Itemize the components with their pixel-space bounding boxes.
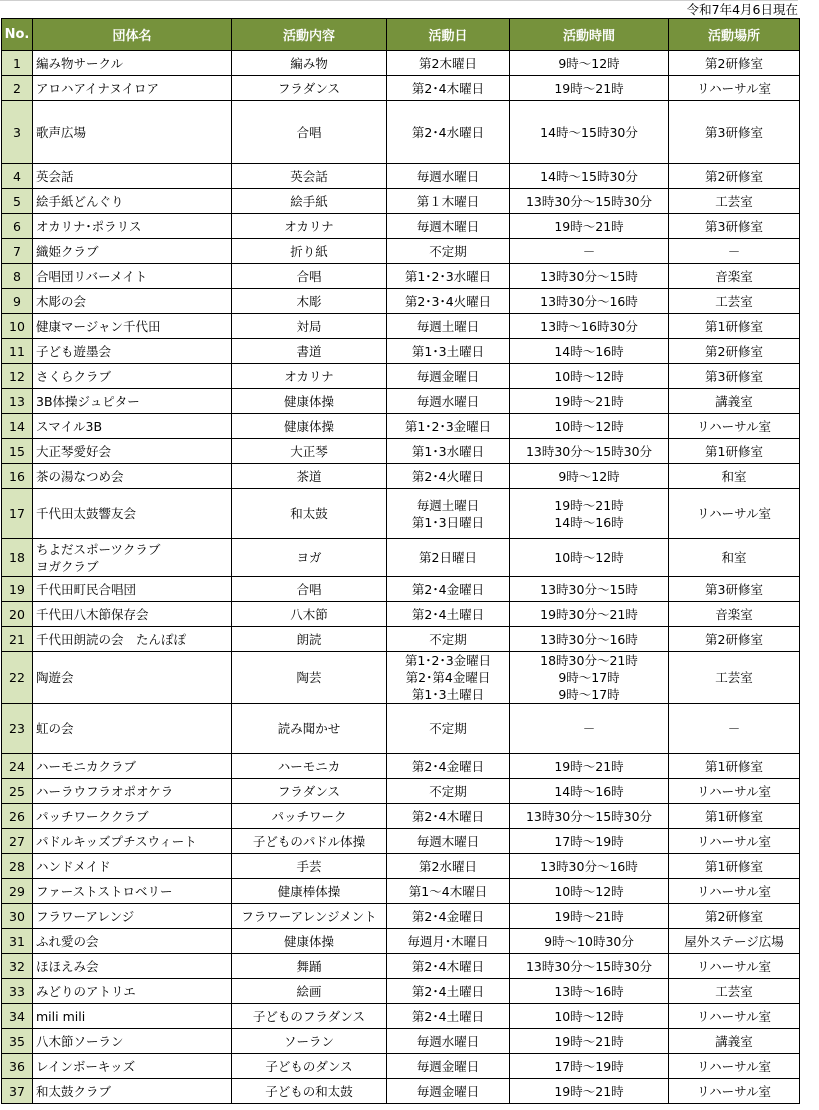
cell-place: 工芸室 bbox=[669, 652, 800, 704]
cell-no: 13 bbox=[2, 389, 33, 414]
cell-group-name: 3B体操ジュピター bbox=[33, 389, 232, 414]
cell-group-name: 千代田八木節保存会 bbox=[33, 602, 232, 627]
cell-no: 16 bbox=[2, 464, 33, 489]
cell-group-name: ハーモニカクラブ bbox=[33, 754, 232, 779]
cell-place: 講義室 bbox=[669, 389, 800, 414]
cell-time: 19時～21時 bbox=[510, 76, 669, 101]
cell-group-name: 歌声広場 bbox=[33, 101, 232, 164]
cell-no: 4 bbox=[2, 164, 33, 189]
cell-no: 22 bbox=[2, 652, 33, 704]
cell-activity: ソーラン bbox=[232, 1029, 387, 1054]
cell-day: 第2水曜日 bbox=[387, 854, 510, 879]
cell-activity: 大正琴 bbox=[232, 439, 387, 464]
cell-group-name: さくらクラブ bbox=[33, 364, 232, 389]
cell-day: 第2･4土曜日 bbox=[387, 979, 510, 1004]
cell-no: 31 bbox=[2, 929, 33, 954]
cell-place: 音楽室 bbox=[669, 602, 800, 627]
cell-time: 19時～21時 14時～16時 bbox=[510, 489, 669, 539]
cell-no: 29 bbox=[2, 879, 33, 904]
cell-group-name: 八木節ソーラン bbox=[33, 1029, 232, 1054]
cell-no: 34 bbox=[2, 1004, 33, 1029]
header-row bbox=[2, 19, 800, 51]
cell-activity: 書道 bbox=[232, 339, 387, 364]
cell-day: 第2日曜日 bbox=[387, 539, 510, 577]
cell-day: 不定期 bbox=[387, 239, 510, 264]
cell-time: 19時～21時 bbox=[510, 389, 669, 414]
cell-day: 毎週水曜日 bbox=[387, 164, 510, 189]
table-row bbox=[2, 51, 800, 76]
cell-activity: 和太鼓 bbox=[232, 489, 387, 539]
table-body bbox=[2, 51, 800, 1104]
cell-group-name: スマイル3B bbox=[33, 414, 232, 439]
cell-group-name: 陶遊会 bbox=[33, 652, 232, 704]
table-row bbox=[2, 704, 800, 754]
cell-time: 13時30分～16時 bbox=[510, 289, 669, 314]
cell-day: 第2･4水曜日 bbox=[387, 101, 510, 164]
cell-time: 13時30分～15時30分 bbox=[510, 954, 669, 979]
cell-time: 19時～21時 bbox=[510, 1079, 669, 1104]
cell-group-name: 合唱団リバーメイト bbox=[33, 264, 232, 289]
cell-place: リハーサル室 bbox=[669, 879, 800, 904]
table-row bbox=[2, 76, 800, 101]
cell-activity: 健康棒体操 bbox=[232, 879, 387, 904]
cell-place: 第3研修室 bbox=[669, 101, 800, 164]
cell-day: 第2･4金曜日 bbox=[387, 904, 510, 929]
cell-no: 17 bbox=[2, 489, 33, 539]
cell-place: 第3研修室 bbox=[669, 214, 800, 239]
header-place: 活動場所 bbox=[669, 19, 800, 51]
cell-place: 工芸室 bbox=[669, 979, 800, 1004]
table-row bbox=[2, 602, 800, 627]
cell-group-name: 茶の湯なつめ会 bbox=[33, 464, 232, 489]
cell-day: 第2･4金曜日 bbox=[387, 577, 510, 602]
cell-time: 18時30分～21時 9時～17時 9時～17時 bbox=[510, 652, 669, 704]
cell-activity: 八木節 bbox=[232, 602, 387, 627]
cell-no: 9 bbox=[2, 289, 33, 314]
cell-place: 第2研修室 bbox=[669, 904, 800, 929]
table-row bbox=[2, 1054, 800, 1079]
cell-day: 第1～4木曜日 bbox=[387, 879, 510, 904]
cell-place: リハーサル室 bbox=[669, 829, 800, 854]
cell-day: 第2･4木曜日 bbox=[387, 954, 510, 979]
cell-place: 第3研修室 bbox=[669, 577, 800, 602]
cell-no: 20 bbox=[2, 602, 33, 627]
cell-no: 7 bbox=[2, 239, 33, 264]
cell-no: 36 bbox=[2, 1054, 33, 1079]
cell-no: 2 bbox=[2, 76, 33, 101]
cell-activity: 合唱 bbox=[232, 577, 387, 602]
cell-place: 講義室 bbox=[669, 1029, 800, 1054]
cell-activity: フラワーアレンジメント bbox=[232, 904, 387, 929]
table-row bbox=[2, 439, 800, 464]
table-row bbox=[2, 464, 800, 489]
table-row bbox=[2, 364, 800, 389]
cell-activity: 健康体操 bbox=[232, 414, 387, 439]
cell-group-name: 大正琴愛好会 bbox=[33, 439, 232, 464]
cell-place: リハーサル室 bbox=[669, 489, 800, 539]
cell-day: 第1･2･3水曜日 bbox=[387, 264, 510, 289]
cell-group-name: ハーラウフラオポオケラ bbox=[33, 779, 232, 804]
table-row bbox=[2, 314, 800, 339]
cell-place: 第2研修室 bbox=[669, 164, 800, 189]
cell-day: 毎週木曜日 bbox=[387, 214, 510, 239]
table-row bbox=[2, 652, 800, 704]
table-row bbox=[2, 1004, 800, 1029]
cell-activity: 朗読 bbox=[232, 627, 387, 652]
cell-activity: 読み聞かせ bbox=[232, 704, 387, 754]
cell-activity: 子どもの和太鼓 bbox=[232, 1079, 387, 1104]
cell-time: 19時30分～21時 bbox=[510, 602, 669, 627]
cell-day: 第2･4金曜日 bbox=[387, 754, 510, 779]
cell-activity: 健康体操 bbox=[232, 389, 387, 414]
cell-no: 24 bbox=[2, 754, 33, 779]
cell-time: 13時30分～15時 bbox=[510, 264, 669, 289]
cell-group-name: 絵手紙どんぐり bbox=[33, 189, 232, 214]
cell-no: 19 bbox=[2, 577, 33, 602]
cell-time: 10時～12時 bbox=[510, 879, 669, 904]
cell-no: 25 bbox=[2, 779, 33, 804]
cell-place: 和室 bbox=[669, 464, 800, 489]
cell-no: 11 bbox=[2, 339, 33, 364]
cell-time: 13時30分～15時30分 bbox=[510, 439, 669, 464]
cell-no: 23 bbox=[2, 704, 33, 754]
cell-no: 12 bbox=[2, 364, 33, 389]
cell-day: 第2･4土曜日 bbox=[387, 602, 510, 627]
cell-activity: オカリナ bbox=[232, 214, 387, 239]
table-row bbox=[2, 979, 800, 1004]
cell-place: リハーサル室 bbox=[669, 1004, 800, 1029]
cell-group-name: 健康マージャン千代田 bbox=[33, 314, 232, 339]
table-row bbox=[2, 339, 800, 364]
cell-activity: 英会話 bbox=[232, 164, 387, 189]
cell-place: 第1研修室 bbox=[669, 854, 800, 879]
cell-time: 14時～16時 bbox=[510, 779, 669, 804]
cell-place: 第2研修室 bbox=[669, 51, 800, 76]
cell-day: 毎週水曜日 bbox=[387, 1029, 510, 1054]
cell-activity: 合唱 bbox=[232, 264, 387, 289]
cell-place: 第2研修室 bbox=[669, 339, 800, 364]
cell-time: 13時30分～15時 bbox=[510, 577, 669, 602]
cell-group-name: フラワーアレンジ bbox=[33, 904, 232, 929]
cell-no: 14 bbox=[2, 414, 33, 439]
cell-no: 27 bbox=[2, 829, 33, 854]
cell-time: 10時～12時 bbox=[510, 539, 669, 577]
cell-time: 13時30分～15時30分 bbox=[510, 804, 669, 829]
table-row bbox=[2, 189, 800, 214]
table-row bbox=[2, 779, 800, 804]
cell-group-name: パッチワーククラブ bbox=[33, 804, 232, 829]
cell-activity: 木彫 bbox=[232, 289, 387, 314]
table-row bbox=[2, 954, 800, 979]
table-row bbox=[2, 101, 800, 164]
cell-no: 37 bbox=[2, 1079, 33, 1104]
table-row bbox=[2, 854, 800, 879]
header-day: 活動日 bbox=[387, 19, 510, 51]
table-row bbox=[2, 239, 800, 264]
cell-place: リハーサル室 bbox=[669, 76, 800, 101]
table-row bbox=[2, 264, 800, 289]
cell-place: 工芸室 bbox=[669, 189, 800, 214]
cell-activity: 対局 bbox=[232, 314, 387, 339]
header-group-name: 団体名 bbox=[33, 19, 232, 51]
cell-place: リハーサル室 bbox=[669, 414, 800, 439]
cell-day: 第１木曜日 bbox=[387, 189, 510, 214]
cell-place: － bbox=[669, 239, 800, 264]
cell-activity: 茶道 bbox=[232, 464, 387, 489]
cell-group-name: 子ども遊墨会 bbox=[33, 339, 232, 364]
cell-group-name: 千代田太鼓響友会 bbox=[33, 489, 232, 539]
cell-place: 第3研修室 bbox=[669, 364, 800, 389]
table-row bbox=[2, 214, 800, 239]
cell-activity: 折り紙 bbox=[232, 239, 387, 264]
cell-day: 第2･4土曜日 bbox=[387, 1004, 510, 1029]
as-of-date: 令和7年4月6日現在 bbox=[0, 0, 798, 19]
header-time: 活動時間 bbox=[510, 19, 669, 51]
cell-time: 10時～12時 bbox=[510, 364, 669, 389]
cell-day: 不定期 bbox=[387, 704, 510, 754]
cell-day: 第1･3土曜日 bbox=[387, 339, 510, 364]
cell-no: 33 bbox=[2, 979, 33, 1004]
cell-activity: 子どものパドル体操 bbox=[232, 829, 387, 854]
cell-time: 9時～10時30分 bbox=[510, 929, 669, 954]
cell-time: 13時30分～15時30分 bbox=[510, 189, 669, 214]
cell-group-name: 編み物サークル bbox=[33, 51, 232, 76]
cell-time: 13時～16時 bbox=[510, 979, 669, 1004]
cell-time: 13時30分～16時 bbox=[510, 854, 669, 879]
table-row bbox=[2, 627, 800, 652]
table-row bbox=[2, 754, 800, 779]
cell-place: 屋外ステージ広場 bbox=[669, 929, 800, 954]
cell-place: リハーサル室 bbox=[669, 954, 800, 979]
cell-activity: 合唱 bbox=[232, 101, 387, 164]
cell-day: 第2･4木曜日 bbox=[387, 804, 510, 829]
cell-activity: 編み物 bbox=[232, 51, 387, 76]
club-table bbox=[1, 18, 800, 1104]
table-row bbox=[2, 539, 800, 577]
cell-group-name: レインボーキッズ bbox=[33, 1054, 232, 1079]
table-row bbox=[2, 1029, 800, 1054]
cell-place: リハーサル室 bbox=[669, 779, 800, 804]
cell-time: 19時～21時 bbox=[510, 754, 669, 779]
cell-day: 毎週月･木曜日 bbox=[387, 929, 510, 954]
cell-activity: パッチワーク bbox=[232, 804, 387, 829]
cell-time: 19時～21時 bbox=[510, 904, 669, 929]
table-row bbox=[2, 164, 800, 189]
cell-no: 3 bbox=[2, 101, 33, 164]
cell-group-name: 和太鼓クラブ bbox=[33, 1079, 232, 1104]
cell-day: 毎週水曜日 bbox=[387, 389, 510, 414]
cell-place: 第1研修室 bbox=[669, 314, 800, 339]
cell-no: 1 bbox=[2, 51, 33, 76]
cell-no: 8 bbox=[2, 264, 33, 289]
cell-no: 21 bbox=[2, 627, 33, 652]
cell-day: 第2木曜日 bbox=[387, 51, 510, 76]
cell-no: 35 bbox=[2, 1029, 33, 1054]
cell-group-name: 千代田朗読の会 たんぽぽ bbox=[33, 627, 232, 652]
cell-time: 13時30分～16時 bbox=[510, 627, 669, 652]
cell-day: 毎週金曜日 bbox=[387, 1079, 510, 1104]
cell-activity: 子どものダンス bbox=[232, 1054, 387, 1079]
table-row bbox=[2, 904, 800, 929]
cell-time: 10時～12時 bbox=[510, 414, 669, 439]
cell-activity: 陶芸 bbox=[232, 652, 387, 704]
cell-day: 毎週土曜日 第1･3日曜日 bbox=[387, 489, 510, 539]
cell-place: 第2研修室 bbox=[669, 627, 800, 652]
cell-no: 5 bbox=[2, 189, 33, 214]
cell-day: 不定期 bbox=[387, 627, 510, 652]
cell-time: 17時～19時 bbox=[510, 829, 669, 854]
cell-time: 13時～16時30分 bbox=[510, 314, 669, 339]
cell-group-name: オカリナ･ポラリス bbox=[33, 214, 232, 239]
header-activity: 活動内容 bbox=[232, 19, 387, 51]
cell-group-name: ふれ愛の会 bbox=[33, 929, 232, 954]
table-row bbox=[2, 389, 800, 414]
cell-day: 不定期 bbox=[387, 779, 510, 804]
cell-group-name: ほほえみ会 bbox=[33, 954, 232, 979]
cell-group-name: パドルキッズプチスウィート bbox=[33, 829, 232, 854]
cell-place: － bbox=[669, 704, 800, 754]
cell-day: 毎週金曜日 bbox=[387, 364, 510, 389]
cell-day: 第1･2･3金曜日 第2･第4金曜日 第1･3土曜日 bbox=[387, 652, 510, 704]
cell-activity: 健康体操 bbox=[232, 929, 387, 954]
cell-activity: 子どものフラダンス bbox=[232, 1004, 387, 1029]
cell-place: 第1研修室 bbox=[669, 439, 800, 464]
cell-no: 15 bbox=[2, 439, 33, 464]
cell-no: 28 bbox=[2, 854, 33, 879]
cell-time: 9時～12時 bbox=[510, 51, 669, 76]
cell-activity: 舞踊 bbox=[232, 954, 387, 979]
cell-group-name: mili mili bbox=[33, 1004, 232, 1029]
cell-time: 14時～15時30分 bbox=[510, 164, 669, 189]
cell-group-name: 英会話 bbox=[33, 164, 232, 189]
cell-activity: フラダンス bbox=[232, 76, 387, 101]
header-no: No. bbox=[2, 19, 33, 51]
cell-activity: 絵手紙 bbox=[232, 189, 387, 214]
cell-time: 19時～21時 bbox=[510, 214, 669, 239]
cell-day: 第1･2･3金曜日 bbox=[387, 414, 510, 439]
cell-group-name: 織姫クラブ bbox=[33, 239, 232, 264]
table-row bbox=[2, 929, 800, 954]
table-row bbox=[2, 577, 800, 602]
cell-group-name: 虹の会 bbox=[33, 704, 232, 754]
cell-day: 第2･4火曜日 bbox=[387, 464, 510, 489]
cell-no: 32 bbox=[2, 954, 33, 979]
cell-place: 和室 bbox=[669, 539, 800, 577]
table-row bbox=[2, 414, 800, 439]
cell-group-name: ちよだスポーツクラブ ヨガクラブ bbox=[33, 539, 232, 577]
cell-time: 19時～21時 bbox=[510, 1029, 669, 1054]
cell-activity: ヨガ bbox=[232, 539, 387, 577]
cell-activity: オカリナ bbox=[232, 364, 387, 389]
cell-activity: ハーモニカ bbox=[232, 754, 387, 779]
cell-no: 26 bbox=[2, 804, 33, 829]
cell-day: 毎週金曜日 bbox=[387, 1054, 510, 1079]
cell-no: 10 bbox=[2, 314, 33, 339]
cell-group-name: ファーストストロベリー bbox=[33, 879, 232, 904]
cell-no: 18 bbox=[2, 539, 33, 577]
cell-no: 30 bbox=[2, 904, 33, 929]
cell-day: 第1･3水曜日 bbox=[387, 439, 510, 464]
cell-time: 10時～12時 bbox=[510, 1004, 669, 1029]
cell-time: 14時～15時30分 bbox=[510, 101, 669, 164]
table-row bbox=[2, 804, 800, 829]
cell-place: リハーサル室 bbox=[669, 1079, 800, 1104]
table-row bbox=[2, 489, 800, 539]
cell-group-name: ハンドメイド bbox=[33, 854, 232, 879]
cell-no: 6 bbox=[2, 214, 33, 239]
cell-place: 第1研修室 bbox=[669, 754, 800, 779]
cell-activity: フラダンス bbox=[232, 779, 387, 804]
table-row bbox=[2, 289, 800, 314]
cell-group-name: 千代田町民合唱団 bbox=[33, 577, 232, 602]
cell-time: － bbox=[510, 704, 669, 754]
cell-place: 音楽室 bbox=[669, 264, 800, 289]
cell-time: 14時～16時 bbox=[510, 339, 669, 364]
cell-place: 第1研修室 bbox=[669, 804, 800, 829]
cell-time: 9時～12時 bbox=[510, 464, 669, 489]
cell-time: － bbox=[510, 239, 669, 264]
cell-group-name: みどりのアトリエ bbox=[33, 979, 232, 1004]
cell-group-name: アロハアイナヌイロア bbox=[33, 76, 232, 101]
cell-activity: 手芸 bbox=[232, 854, 387, 879]
cell-day: 第2･3･4火曜日 bbox=[387, 289, 510, 314]
cell-place: 工芸室 bbox=[669, 289, 800, 314]
cell-time: 17時～19時 bbox=[510, 1054, 669, 1079]
table-row bbox=[2, 879, 800, 904]
cell-day: 毎週木曜日 bbox=[387, 829, 510, 854]
table-row bbox=[2, 1079, 800, 1104]
cell-day: 第2･4木曜日 bbox=[387, 76, 510, 101]
table-row bbox=[2, 829, 800, 854]
cell-place: リハーサル室 bbox=[669, 1054, 800, 1079]
cell-activity: 絵画 bbox=[232, 979, 387, 1004]
cell-day: 毎週土曜日 bbox=[387, 314, 510, 339]
cell-group-name: 木彫の会 bbox=[33, 289, 232, 314]
